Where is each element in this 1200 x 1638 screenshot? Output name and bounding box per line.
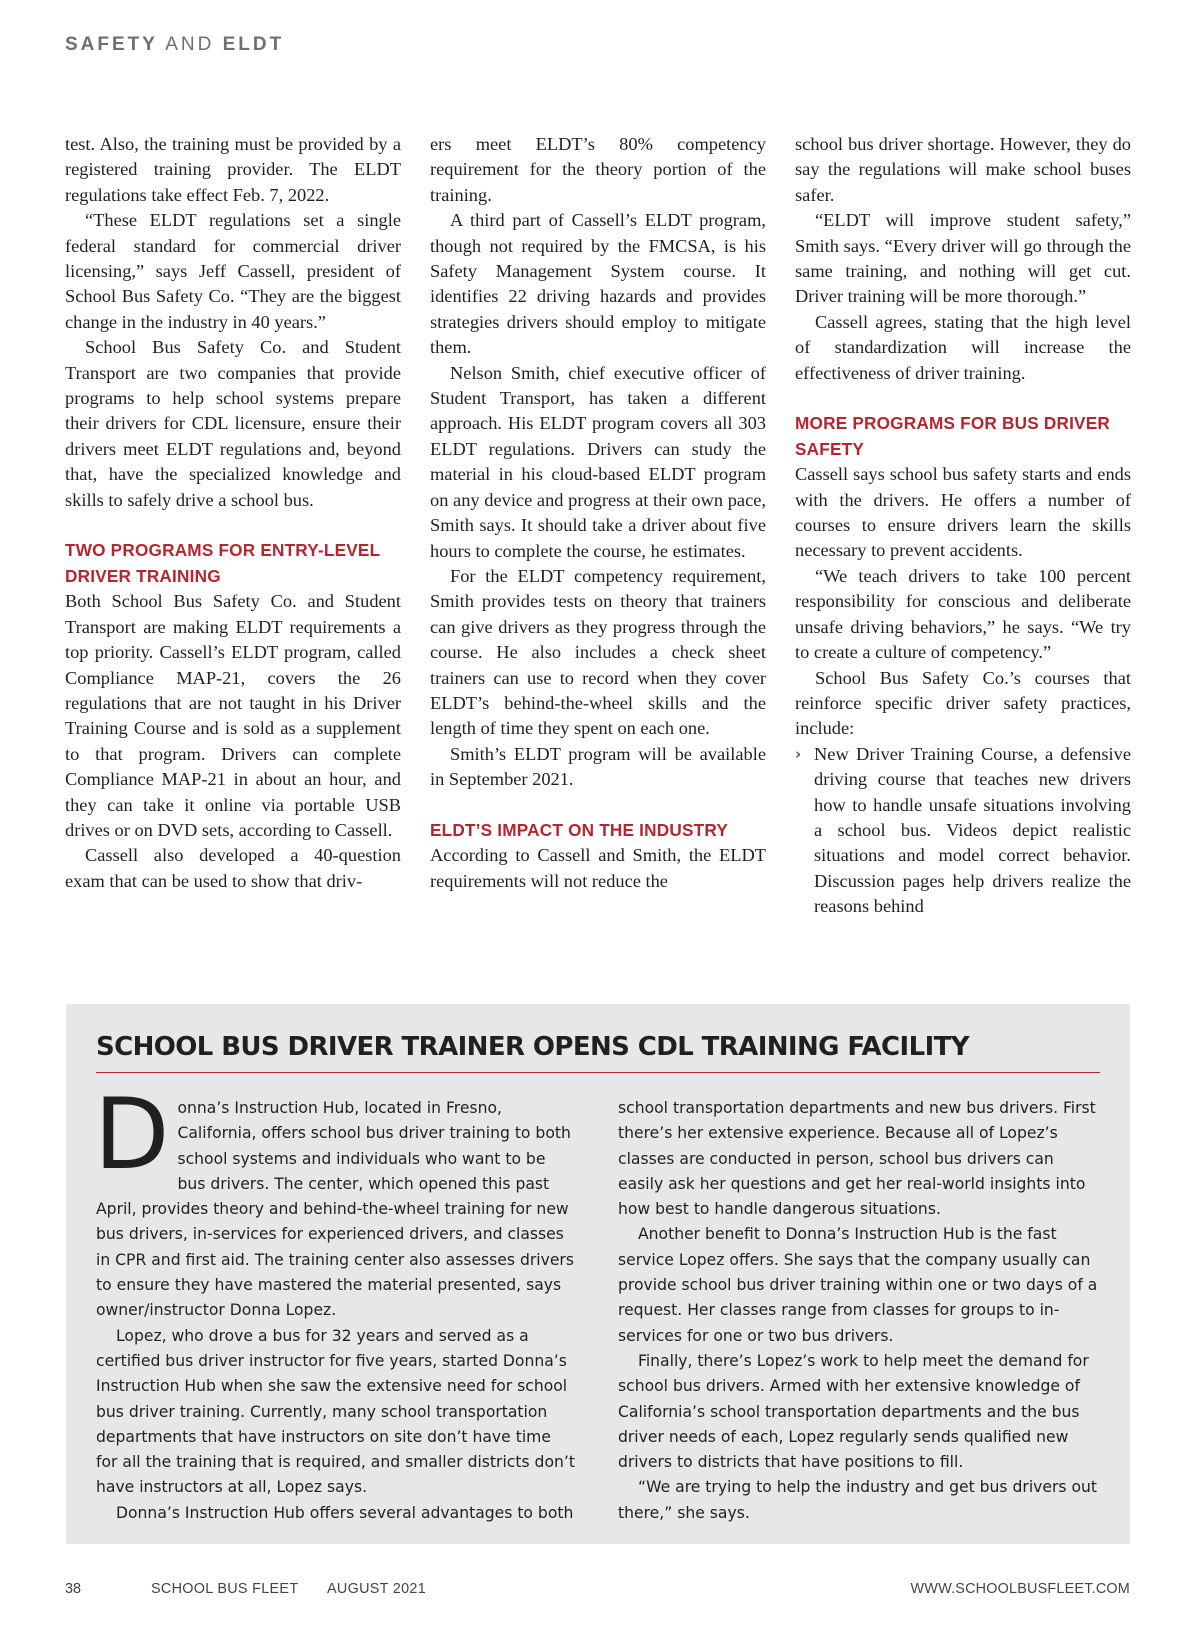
issue-date: AUGUST 2021 bbox=[327, 1581, 427, 1597]
subhead-eldt-impact: ELDT’S IMPACT ON THE INDUSTRY bbox=[430, 819, 728, 840]
section-tag-eldt: ELDT bbox=[222, 34, 285, 55]
paragraph: test. Also, the training must be provided by a registered training provider. The ELDT regulations take effect Feb. 7, 2022. bbox=[65, 134, 401, 205]
paragraph: “We are trying to help the industry and get bus drivers out there,” she says. bbox=[618, 1478, 1098, 1522]
bullet-text: New Driver Training Course, a defensive driving course that teaches new drivers how to handle unsafe situations involving a school bus. Videos depict realistic situations and model correct behavior. Discussion pages help drivers realize the reasons behind bbox=[814, 743, 1131, 917]
paragraph: “ELDT will improve student safety,” Smith says. “Every driver will go through the same training, and nothing will get cut. Driver training will be more thorough.” bbox=[795, 210, 1131, 307]
section-tag-safety: SAFETY bbox=[65, 34, 158, 55]
section-tag bbox=[65, 34, 284, 56]
paragraph: Cassell says school bus safety starts and ends with the drivers. He offers a number of courses to ensure drivers learn the skills necessary to prevent accidents. bbox=[795, 464, 1131, 561]
website-link[interactable]: WWW.SCHOOLBUSFLEET.COM bbox=[910, 1581, 1130, 1597]
paragraph: According to Cassell and Smith, the ELDT requirements will not reduce the bbox=[430, 845, 766, 891]
chevron-right-icon: › bbox=[795, 744, 802, 763]
article-column-2 bbox=[430, 132, 766, 894]
subhead-more-programs: MORE PROGRAMS FOR BUS DRIVER SAFETY bbox=[795, 413, 1110, 459]
paragraph: Both School Bus Safety Co. and Student Transport are making ELDT requirements a top priority. Cassell’s ELDT program, called Compliance MAP-21, covers the 26 regulations that are not taught in his Driver Training Course and is sold as a supplement to that program. Drivers can complete Compliance MAP-21 in about an hour, and they can take it online via portable USB drives or on DVD sets, according to Cassell. bbox=[65, 591, 401, 840]
paragraph: Lopez, who drove a bus for 32 years and served as a certified bus driver instructor for five years, started Donna’s Instruction Hub when she saw the extensive need for school bus driver training. Currently, many school transportation departments that have instructors on site don’t have time for all the training that is required, and smaller districts don’t have instructors at all, Lopez says. bbox=[96, 1326, 575, 1497]
paragraph: “These ELDT regulations set a single federal standard for commercial driver licensing,” says Jeff Cassell, president of School Bus Safety Co. “They are the biggest change in the industry in 40 years.” bbox=[65, 210, 401, 332]
article-column-3 bbox=[795, 132, 1131, 920]
paragraph: “We teach drivers to take 100 percent responsibility for conscious and deliberate unsafe driving behaviors,” he says. “We try to create a culture of competency.” bbox=[795, 565, 1131, 663]
paragraph: Donna’s Instruction Hub offers several advantages to both bbox=[116, 1503, 574, 1522]
subhead-two-programs: TWO PROGRAMS FOR ENTRY-LEVEL DRIVER TRAINING bbox=[65, 540, 380, 586]
paragraph: Nelson Smith, chief executive officer of Student Transport, has taken a different approach. His ELDT program covers all 303 ELDT regulations. Drivers can study the material in his cloud-based ELDT program on any device and progress at their own pace, Smith says. It should take a driver about five hours to complete the course, he estimates. bbox=[430, 362, 766, 561]
bullet-item bbox=[795, 742, 1131, 920]
paragraph: Finally, there’s Lopez’s work to help meet the demand for school bus drivers. Armed with her extensive knowledge of California’s school transportation departments and the bus driver needs of each, Lopez regularly sends qualified new drivers to districts that have positions to fill. bbox=[618, 1351, 1089, 1472]
paragraph: school bus driver shortage. However, they do say the regulations will make school buses safer. bbox=[795, 134, 1131, 205]
sidebar-column-2 bbox=[618, 1096, 1098, 1526]
sidebar-box bbox=[66, 1004, 1130, 1544]
paragraph: A third part of Cassell’s ELDT program, though not required by the FMCSA, is his Safety Management System course. It identifies 22 driving hazards and provides strategies drivers should employ to mitigate them. bbox=[430, 210, 766, 358]
paragraph: Cassell also developed a 40-question exam that can be used to show that driv- bbox=[65, 845, 401, 891]
paragraph: School Bus Safety Co. and Student Transport are two companies that provide programs to help school systems prepare their drivers for CDL licensure, ensure their drivers meet ELDT regulations and, beyond that, have the specialized knowledge and skills to safely drive a school bus. bbox=[65, 337, 401, 510]
section-tag-and: AND bbox=[165, 34, 215, 55]
sidebar-title: SCHOOL BUS DRIVER TRAINER OPENS CDL TRAINING FACILITY bbox=[96, 1032, 970, 1062]
paragraph-text: onna’s Instruction Hub, located in Fresno, California, offers school bus driver training to both school systems and individuals who want to be bus drivers. The center, which opened this past April, provides theory and behind-the-wheel training for new bus drivers, in-services for experienced drivers, and classes in CPR and first aid. The training center also assesses drivers to ensure they have mastered the material presented, says owner/instructor Donna Lopez. bbox=[96, 1099, 574, 1320]
paragraph: Smith’s ELDT program will be available in September 2021. bbox=[430, 743, 766, 790]
paragraph: For the ELDT competency requirement, Smith provides tests on theory that trainers can give drivers as they progress through the course. He also includes a check sheet trainers can use to record when they cover ELDT’s behind-the-wheel skills and the length of time they spent on each one. bbox=[430, 565, 766, 739]
paragraph: Another benefit to Donna’s Instruction Hub is the fast service Lopez offers. She says that the company usually can provide school bus driver training within one or two days of a request. Her classes range from classes for groups to in-services for one or two bus drivers. bbox=[618, 1225, 1098, 1345]
magazine-name: SCHOOL BUS FLEET bbox=[151, 1581, 299, 1597]
page-number: 38 bbox=[65, 1581, 82, 1597]
paragraph: ers meet ELDT’s 80% competency requirement for the theory portion of the training. bbox=[430, 134, 766, 205]
paragraph bbox=[94, 1078, 576, 1324]
sidebar-title-rule bbox=[96, 1072, 1100, 1073]
article-column-1 bbox=[65, 132, 401, 894]
paragraph: Cassell agrees, stating that the high level of standardization will increase the effectiveness of driver training. bbox=[795, 311, 1131, 383]
paragraph: school transportation departments and new bus drivers. First there’s her extensive experience. Because all of Lopez’s classes are conducted in person, school bus drivers can easily ask her questions and get her real-world insights into how best to handle dangerous situations. bbox=[618, 1099, 1096, 1219]
drop-cap: D bbox=[94, 1078, 170, 1192]
sidebar-column-1 bbox=[94, 1078, 576, 1526]
paragraph: School Bus Safety Co.’s courses that reinforce specific driver safety practices, include: bbox=[795, 667, 1131, 739]
